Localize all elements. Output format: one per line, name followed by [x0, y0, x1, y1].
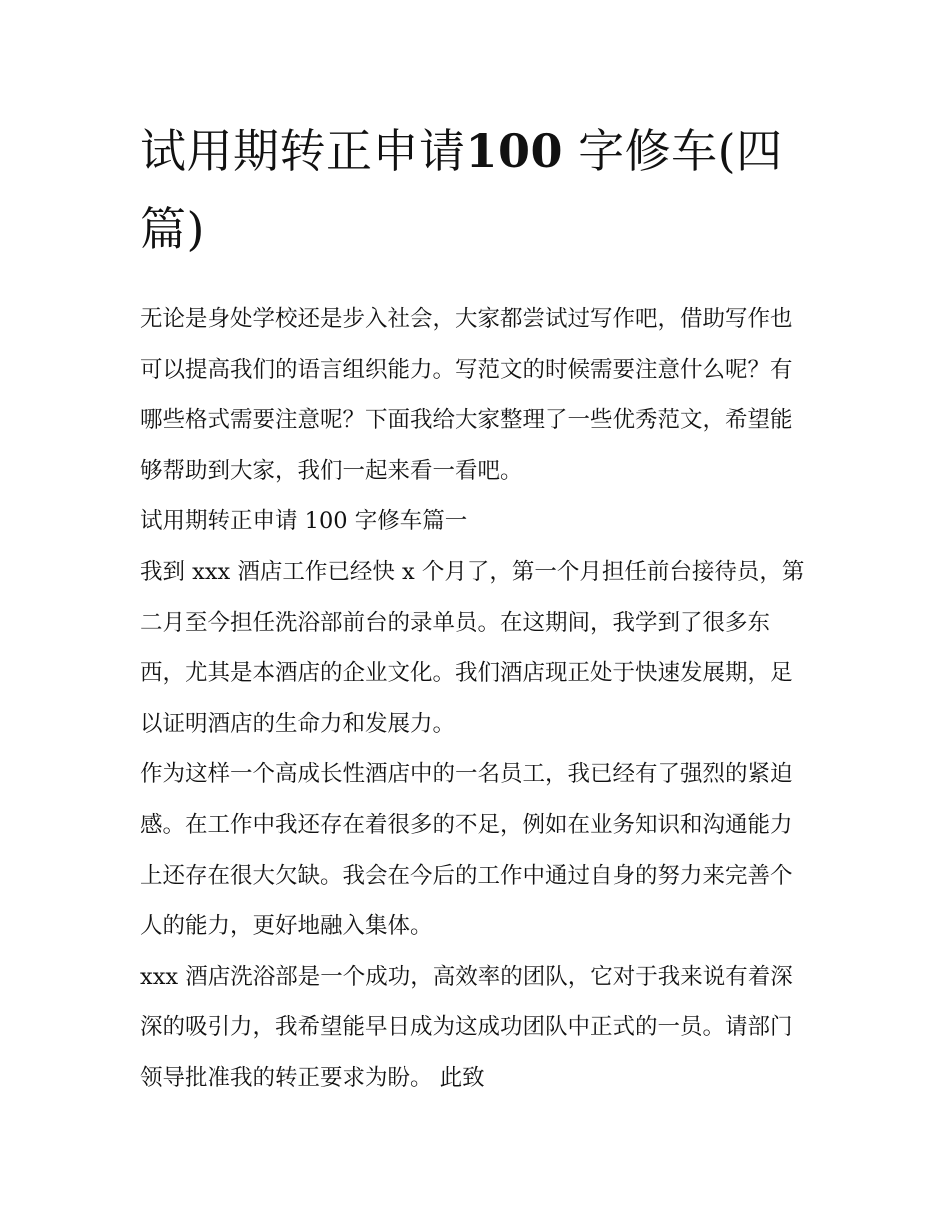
document-body: [140, 294, 812, 1104]
section-heading: 试用期转正申请 100 字修车篇一: [140, 508, 468, 535]
intro-paragraph: 无论是身处学校还是步入社会，大家都尝试过写作吧，借助写作也可以提高我们的语言组织能力。写范文的时候需要注意什么呢？有哪些格式需要注意呢？下面我给大家整理了一些优秀范文，希望能够帮助到大家，我们一起来看一看吧。: [140, 306, 793, 484]
body-paragraph: 我到 xxx 酒店工作已经快 x 个月了，第一个月担任前台接待员，第二月至今担任洗浴部前台的录单员。在这期间，我学到了很多东西，尤其是本酒店的企业文化。我们酒店现正处于快速发展期，足以证明酒店的生命力和发展力。: [140, 558, 805, 737]
body-paragraph: xxx 酒店洗浴部是一个成功，高效率的团队，它对于我来说有着深深的吸引力，我希望能早日成为这成功团队中正式的一员。请部门领导批准我的转正要求为盼。 此致: [140, 963, 793, 1091]
document-title: [140, 112, 812, 268]
document-page: [140, 112, 812, 1104]
title-text-part1: 试用期转正申请: [140, 124, 466, 178]
title-text-part2: 字修车(四篇): [140, 124, 783, 256]
title-number: 100: [465, 124, 564, 178]
body-paragraph: 作为这样一个高成长性酒店中的一名员工，我已经有了强烈的紧迫感。在工作中我还存在着很多的不足，例如在业务知识和沟通能力上还存在很大欠缺。我会在今后的工作中通过自身的努力来完善个人的能力，更好地融入集体。: [140, 761, 793, 940]
